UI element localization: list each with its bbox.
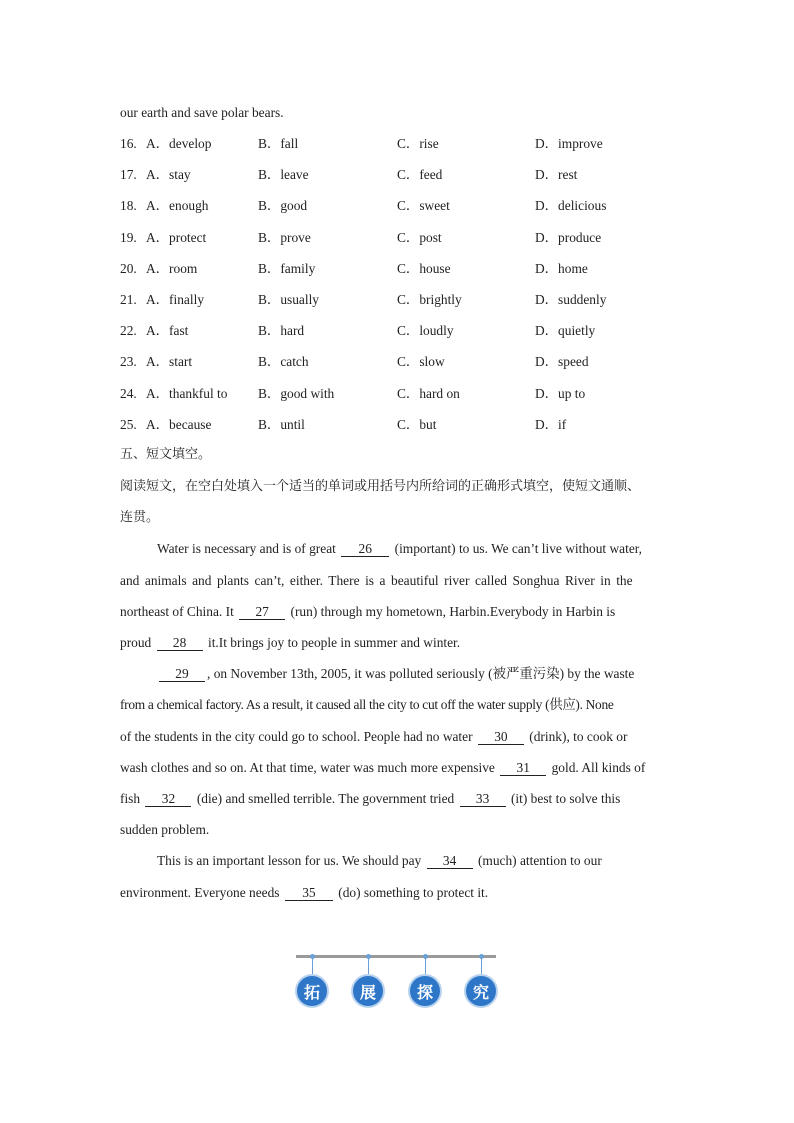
passage-text: gold. All kinds of [551,760,646,775]
option-c[interactable]: C．house [397,261,451,276]
question-number: 16. [120,136,137,151]
option-b[interactable]: B．prove [258,230,311,245]
option-d[interactable]: D．improve [535,136,603,151]
blank-32[interactable]: 32 [145,791,191,807]
intro-tail-text: our earth and save polar bears. [120,105,284,120]
option-c[interactable]: C．but [397,417,437,432]
passage-text: (die) and smelled terrible. The government tried [196,791,455,806]
passage-line [157,665,676,683]
blank-27[interactable]: 27 [239,604,285,620]
question-number: 22. [120,323,137,338]
option-row [120,197,680,215]
passage-line [120,884,676,902]
section-instruction-line1: 阅读短文，在空白处填入一个适当的单词或用括号内所给词的正确形式填空，使短文通顺、 [120,479,641,494]
blank-28[interactable]: 28 [157,635,203,651]
banner-bar [296,955,496,958]
passage-line [120,728,676,746]
option-a[interactable]: A．thankful to [146,386,228,401]
option-a[interactable]: A．finally [146,292,205,307]
passage-text: (run) through my hometown, Harbin.Everybody in Harbin is [290,604,616,619]
passage-text: proud [120,635,152,650]
section-instruction-line2: 连贯。 [120,510,160,525]
option-c[interactable]: C．loudly [397,323,454,338]
option-d[interactable]: D．up to [535,386,586,401]
option-d[interactable]: D．delicious [535,198,607,213]
question-number: 18. [120,198,137,213]
blank-26[interactable]: 26 [341,541,389,557]
option-b[interactable]: B．usually [258,292,320,307]
blank-33[interactable]: 33 [460,791,506,807]
passage-text: (much) attention to our [477,853,602,868]
passage-text: , on November 13th, 2005, it was polluted seriously (被严重污染) by the waste [207,666,635,681]
question-number: 17. [120,167,137,182]
extension-banner [296,955,496,1015]
option-row [120,135,680,153]
option-row [120,353,680,371]
passage-text: (important) to us. We can’t live without water, [394,541,643,556]
option-b[interactable]: B．catch [258,354,309,369]
passage-line: sudden problem. [120,822,210,837]
option-b[interactable]: B．family [258,261,316,276]
option-b[interactable]: B．good with [258,386,335,401]
option-a[interactable]: A．because [146,417,212,432]
passage-line: from a chemical factory. As a result, it caused all the city to cut off the water supply (供应). None [120,697,614,712]
question-number: 25. [120,417,137,432]
question-number: 23. [120,354,137,369]
option-row [120,416,680,434]
banner-char-badge: 拓 [295,974,329,1008]
option-a[interactable]: A．start [146,354,193,369]
option-b[interactable]: B．fall [258,136,299,151]
blank-34[interactable]: 34 [427,853,473,869]
option-c[interactable]: C．slow [397,354,445,369]
banner-stem [481,955,482,975]
option-row [120,229,680,247]
option-c[interactable]: C．brightly [397,292,462,307]
passage-text: (it) best to solve this [510,791,621,806]
passage-text: of the students in the city could go to school. People had no water [120,729,473,744]
option-c[interactable]: C．sweet [397,198,450,213]
option-a[interactable]: A．fast [146,323,189,338]
blank-31[interactable]: 31 [500,760,546,776]
option-d[interactable]: D．home [535,261,588,276]
option-a[interactable]: A．room [146,261,198,276]
option-c[interactable]: C．post [397,230,442,245]
option-row [120,385,680,403]
blank-29[interactable]: 29 [159,666,205,682]
option-d[interactable]: D．if [535,417,567,432]
passage-text: (drink), to cook or [529,729,628,744]
option-b[interactable]: B．leave [258,167,309,182]
banner-stem [312,955,313,975]
option-d[interactable]: D．speed [535,354,589,369]
option-d[interactable]: D．rest [535,167,578,182]
option-c[interactable]: C．rise [397,136,439,151]
option-a[interactable]: A．enough [146,198,209,213]
banner-char-badge: 展 [351,974,385,1008]
option-a[interactable]: A．protect [146,230,207,245]
banner-stem [425,955,426,975]
option-c[interactable]: C．feed [397,167,443,182]
passage-line [157,852,676,870]
option-row [120,260,680,278]
passage-text: it.It brings joy to people in summer and winter. [207,635,461,650]
section-heading: 五、短文填空。 [120,447,212,462]
passage-text: northeast of China. It [120,604,234,619]
question-number: 21. [120,292,137,307]
blank-30[interactable]: 30 [478,729,524,745]
option-c[interactable]: C．hard on [397,386,460,401]
question-number: 19. [120,230,137,245]
passage-text: fish [120,791,141,806]
passage-line: and animals and plants can’t, either. There is a beautiful river called Songhua River in the [120,573,633,588]
passage-text: wash clothes and so on. At that time, water was much more expensive [120,760,495,775]
option-d[interactable]: D．quietly [535,323,596,338]
banner-char-badge: 究 [464,974,498,1008]
question-number: 24. [120,386,137,401]
option-b[interactable]: B．hard [258,323,305,338]
banner-char-badge: 探 [408,974,442,1008]
option-row [120,322,680,340]
blank-35[interactable]: 35 [285,885,333,901]
passage-text: (do) something to protect it. [338,885,489,900]
option-b[interactable]: B．good [258,198,308,213]
option-d[interactable]: D．produce [535,230,602,245]
option-b[interactable]: B．until [258,417,305,432]
option-row [120,291,680,309]
passage-text: environment. Everyone needs [120,885,280,900]
passage-text: This is an important lesson for us. We should pay [157,853,422,868]
passage-line [120,603,676,621]
option-row [120,166,680,184]
passage-line [120,790,676,808]
passage-line [157,540,676,558]
option-d[interactable]: D．suddenly [535,292,607,307]
option-a[interactable]: A．stay [146,167,191,182]
option-a[interactable]: A．develop [146,136,212,151]
passage-text: Water is necessary and is of great [157,541,336,556]
passage-line [120,759,676,777]
question-number: 20. [120,261,137,276]
banner-stem [368,955,369,975]
passage-line [120,634,676,652]
